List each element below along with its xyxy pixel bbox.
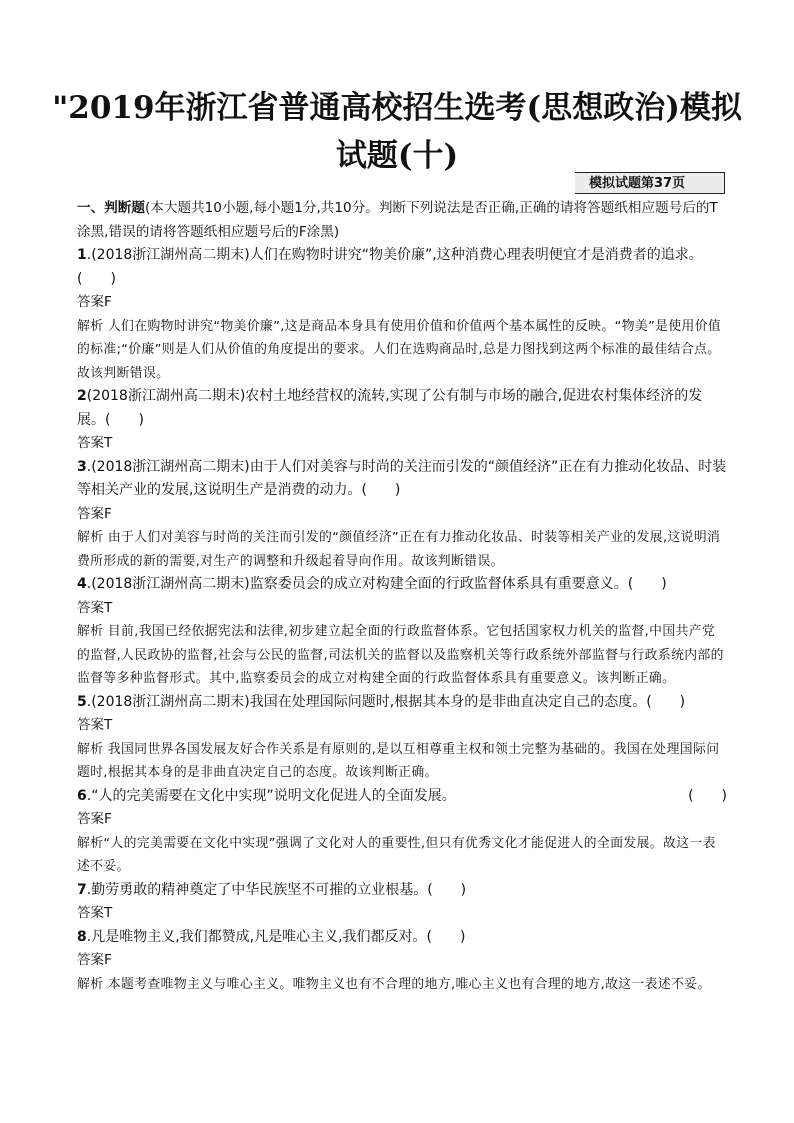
- document-title-line1: "2019年浙江省普通高校招生选考(思想政治)模拟: [52, 90, 742, 126]
- page-tag: 模拟试题第37页: [575, 172, 725, 194]
- explanation: 解析 我国同世界各国发展友好合作关系是有原则的,是以互相尊重主权和领土完整为基础的。我国在处理国际问题时,根据其本身的是非曲直决定自己的态度。故该判断正确。: [77, 741, 720, 780]
- section-heading: 一、判断题: [77, 200, 145, 216]
- question-number: 6: [77, 787, 87, 804]
- explanation: 解析 由于人们对美容与时尚的关注而引发的“颜值经济”正在有力推动化妆品、时装等相关产业的发展,这说明消费所形成的新的需要,对生产的调整和升级起着导向作用。故该判断错误。: [77, 530, 721, 569]
- question-4: [77, 573, 727, 691]
- explanation: 解析“人的完美需要在文化中实现”强调了文化对人的重要性,但只有优秀文化才能促进人的全面发展。故这一表述不妥。: [77, 835, 716, 874]
- answer: 答案F: [77, 952, 112, 968]
- question-text: .(2018浙江湖州高二期末)我国在处理国际问题时,根据其本身的是非曲直决定自己的态度。( ): [86, 693, 686, 710]
- explanation: 解析 目前,我国已经依据宪法和法律,初步建立起全面的行政监督体系。它包括国家权力机关的监督,中国共产党的监督,人民政协的监督,社会与公民的监督,司法机关的监督以及监察机关等行政系统外部监督与行政系统内部的监督等多种监督形式。其中,监察委员会的成立对构建全面的行政监督体系具有重要意义。该判断正确。: [77, 624, 724, 686]
- question-number: 1: [77, 247, 87, 263]
- question-text: .凡是唯物主义,我们都赞成,凡是唯心主义,我们都反对。( ): [86, 928, 466, 945]
- section-instruction: (本大题共10小题,每小题1分,共10分。判断下列说法是否正确,正确的请将答题纸相应题号后的T涂黑,错误的请将答题纸相应题号后的F涂黑): [77, 200, 718, 240]
- question-8: [77, 926, 727, 997]
- section-heading-block: [77, 197, 727, 244]
- question-number: 7: [77, 881, 87, 898]
- question-number: 3: [77, 458, 87, 475]
- document-title-line2: 试题(十): [335, 138, 459, 174]
- explanation: 解析 本题考查唯物主义与唯心主义。唯物主义也有不合理的地方,唯心主义也有合理的地方,故这一表述不妥。: [77, 976, 711, 992]
- question-6: [77, 785, 727, 879]
- answer: 答案T: [77, 599, 113, 616]
- answer: 答案T: [77, 905, 113, 921]
- answer: 答案F: [77, 811, 112, 827]
- document-body: [77, 197, 727, 996]
- question-number: 2: [77, 388, 87, 404]
- question-2: [77, 385, 727, 456]
- question-1: [77, 244, 727, 385]
- answer: 答案F: [77, 505, 112, 522]
- question-text: .“人的完美需要在文化中实现”说明文化促进人的全面发展。: [86, 787, 456, 804]
- question-number: 8: [77, 928, 87, 945]
- explanation: 解析 人们在购物时讲究“物美价廉”,这是商品本身具有使用价值和价值两个基本属性的反映。“物美”是使用价值的标准;“价廉”则是人们从价值的角度提出的要求。人们在选购商品时,总是力图找到这两个标准的最佳结合点。故该判断错误。: [77, 318, 722, 381]
- question-3: [77, 456, 727, 574]
- answer: 答案F: [77, 294, 112, 310]
- question-text: .(2018浙江湖州高二期末)人们在购物时讲究“物美价廉”,这种消费心理表明便宜才是消费者的追求。( ): [77, 247, 703, 287]
- question-number: 4: [77, 576, 87, 592]
- question-7: [77, 879, 727, 926]
- answer-parentheses: ( ): [688, 787, 727, 804]
- answer: 答案T: [77, 717, 113, 733]
- question-5: [77, 691, 727, 785]
- question-number: 5: [77, 693, 87, 710]
- question-text: (2018浙江湖州高二期末)农村土地经营权的流转,实现了公有制与市场的融合,促进农村集体经济的发展。( ): [77, 388, 703, 428]
- question-text: .(2018浙江湖州高二期末)由于人们对美容与时尚的关注而引发的“颜值经济”正在有力推动化妆品、时装等相关产业的发展,这说明生产是消费的动力。( ): [77, 458, 727, 498]
- answer: 答案T: [77, 435, 113, 451]
- question-text: .(2018浙江湖州高二期末)监察委员会的成立对构建全面的行政监督体系具有重要意义。( ): [86, 576, 667, 592]
- question-text: .勤劳勇敢的精神奠定了中华民族坚不可摧的立业根基。( ): [86, 881, 467, 898]
